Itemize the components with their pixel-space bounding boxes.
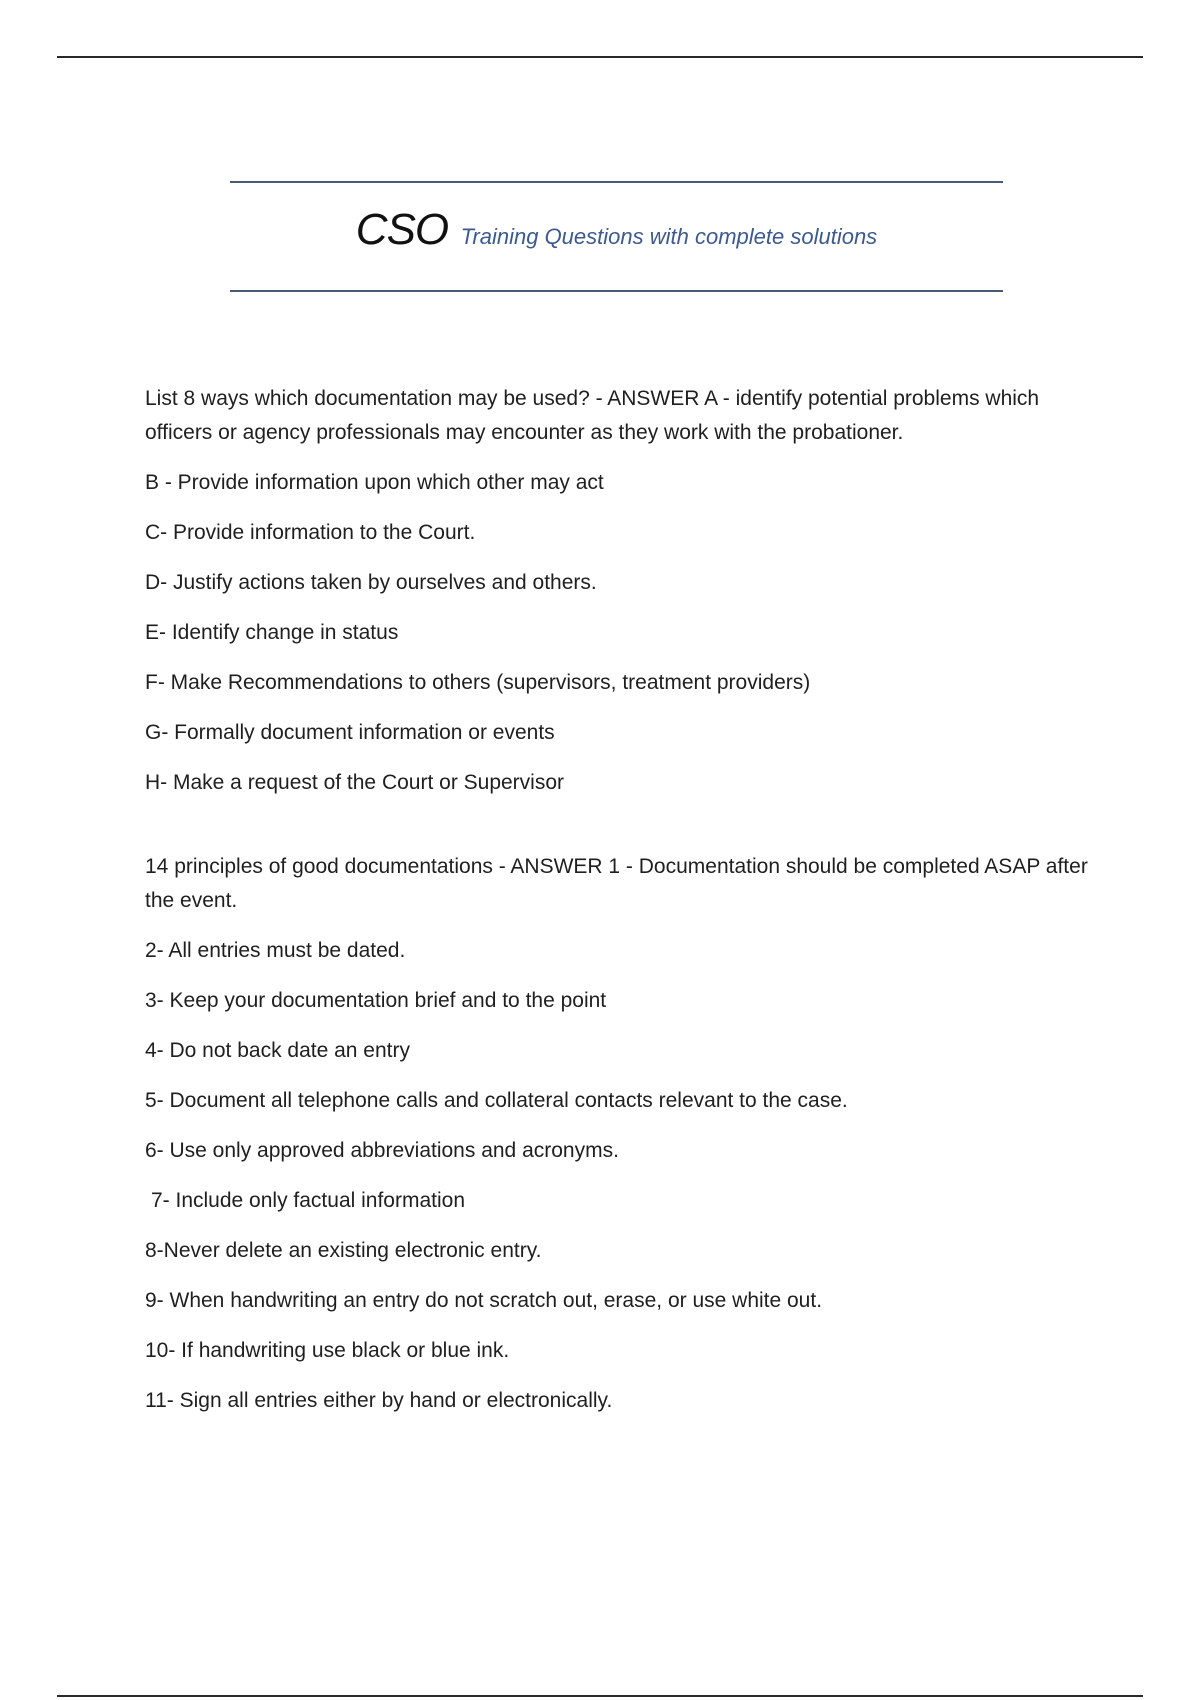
answer-line: 11- Sign all entries either by hand or electronically.: [145, 1389, 613, 1412]
qa-section-documentation-uses: [145, 382, 1095, 800]
page-top-rule: [57, 56, 1143, 58]
answer-line: C- Provide information to the Court.: [145, 521, 476, 544]
answer-line: F- Make Recommendations to others (supervisors, treatment providers): [145, 671, 811, 694]
answer-line: D- Justify actions taken by ourselves and others.: [145, 571, 597, 594]
answer-line: 10- If handwriting use black or blue ink.: [145, 1339, 510, 1362]
answer-line: E- Identify change in status: [145, 621, 399, 644]
document-title: [230, 205, 1003, 255]
answer-line: 4- Do not back date an entry: [145, 1039, 410, 1062]
answer-line: 7- Include only factual information: [151, 1189, 466, 1212]
title-lower-rule: [230, 290, 1003, 292]
answer-line: G- Formally document information or events: [145, 721, 555, 744]
title-subtitle: Training Questions with complete solutions: [460, 224, 878, 249]
answer-line: 6- Use only approved abbreviations and acronyms.: [145, 1139, 619, 1162]
answer-line: H- Make a request of the Court or Supervisor: [145, 771, 565, 794]
answer-line: 5- Document all telephone calls and collateral contacts relevant to the case.: [145, 1089, 848, 1112]
qa-section-documentation-principles: [145, 850, 1095, 1418]
title-main: CSO: [355, 205, 449, 254]
title-upper-rule: [230, 181, 1003, 183]
answer-line: 3- Keep your documentation brief and to the point: [145, 989, 607, 1012]
document-body: [145, 382, 1095, 1434]
answer-line: 8-Never delete an existing electronic entry.: [145, 1239, 542, 1262]
answer-line: B - Provide information upon which other may act: [145, 471, 604, 494]
answer-line: 9- When handwriting an entry do not scratch out, erase, or use white out.: [145, 1289, 823, 1312]
answer-line: 2- All entries must be dated.: [145, 939, 406, 962]
question-text: 14 principles of good documentations - ANSWER 1 - Documentation should be completed ASAP after the event.: [145, 855, 1088, 912]
question-text: List 8 ways which documentation may be used? - ANSWER A - identify potential problems which officers or agency professionals may encounter as they work with the probationer.: [145, 387, 1040, 444]
page-bottom-rule: [57, 1695, 1143, 1697]
